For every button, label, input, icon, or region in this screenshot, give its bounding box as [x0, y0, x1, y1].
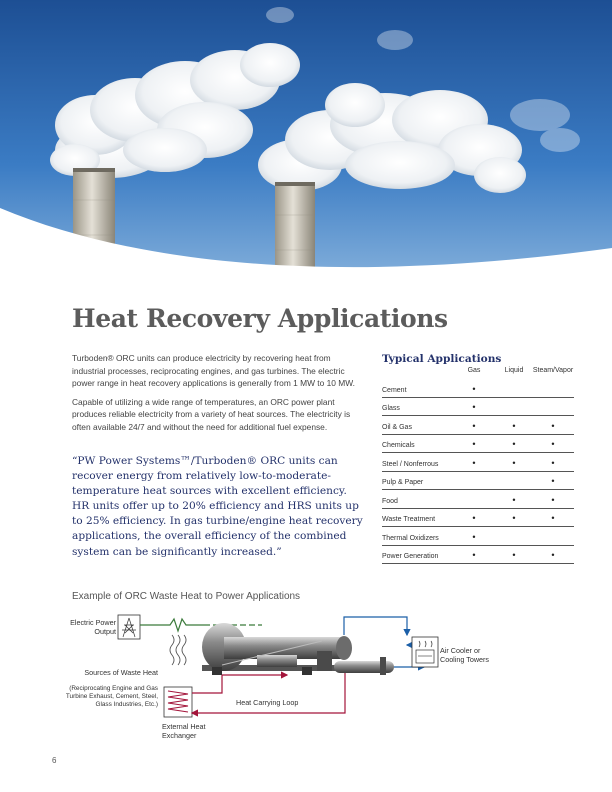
sources-detail-label: (Reciprocating Engine and Gas Turbine Exhaust, Cement, Steel, Glass Industries, Etc.) [65, 685, 158, 708]
table-row [382, 546, 574, 565]
application-label: Chemicals [382, 442, 415, 449]
orc-unit-machine [202, 623, 394, 675]
application-label: Power Generation [382, 553, 439, 560]
heat-exchanger-icon [164, 687, 192, 717]
typical-applications-table [382, 353, 574, 564]
electric-output-label: Electric Power Output [70, 618, 116, 636]
column-steam-vapor: Steam/Vapor [532, 367, 574, 374]
application-label: Oil & Gas [382, 423, 412, 431]
application-dot: • [512, 457, 516, 468]
table-row [382, 490, 574, 509]
table-row [382, 435, 574, 454]
application-label: Food [382, 497, 398, 505]
table-row [382, 379, 574, 398]
table-row [382, 509, 574, 528]
application-dot: • [512, 439, 516, 449]
application-dot: • [551, 457, 555, 468]
application-label: Pulp & Paper [382, 479, 424, 486]
hot-loop-supply [192, 675, 287, 693]
application-label: Thermal Oxidizers [382, 534, 439, 542]
table-row [382, 453, 574, 472]
hero-image [0, 0, 612, 300]
application-dot: • [551, 494, 555, 505]
orc-diagram [62, 605, 562, 745]
application-dot: • [512, 513, 516, 523]
applications-header [382, 367, 574, 379]
power-output-line [140, 619, 204, 631]
intro-paragraph-1: Turboden® ORC units can produce electricity by recovering heat from industrial processes, reciprocating engines, and gas turbines. The electric power range in heat recovery applications is generally from 1 MW to 10 MW. [72, 353, 356, 389]
application-dot: • [472, 457, 476, 468]
application-dot: • [472, 402, 476, 412]
exchanger-label: External Heat Exchanger [162, 722, 206, 740]
application-dot: • [472, 531, 476, 542]
sources-label: Sources of Waste Heat [84, 668, 158, 677]
application-dot: • [551, 550, 555, 560]
applications-title: Typical Applications [382, 353, 502, 365]
column-gas: Gas [467, 367, 481, 374]
application-dot: • [472, 420, 476, 431]
pull-quote: “PW Power Systems™/Turboden® ORC units can recover energy from relatively low-to-moderate-temperature heat sources with excellent efficiency. HR units offer up to 20% efficiency and HRS units up to 25% efficiency. In gas turbine/engine heat recovery applications, the overall efficiency of the combined system can be significantly increased.” [72, 455, 363, 558]
intro-text [72, 352, 362, 440]
application-dot: • [472, 439, 476, 449]
table-row [382, 472, 574, 491]
application-label: Steel / Nonferrous [382, 460, 439, 468]
intro-paragraph-2: Capable of utilizing a wide range of temperatures, an ORC power plant produces reliable electricity from a variety of heat sources. The electricity is often available 24/7 and without the need for additional fuel expense. [72, 396, 351, 432]
diagram-title: Example of ORC Waste Heat to Power Applications [72, 591, 301, 602]
cooling-towers-photo [0, 0, 612, 300]
application-dot: • [551, 439, 555, 449]
heat-loop-label: Heat Carrying Loop [236, 698, 299, 707]
table-row [382, 398, 574, 417]
applications-rows [382, 379, 574, 564]
application-dot: • [551, 513, 555, 523]
application-dot: • [472, 550, 476, 560]
table-row [382, 527, 574, 546]
transmission-tower-icon [118, 615, 140, 639]
waste-heat-waves-icon [170, 635, 186, 665]
application-dot: • [512, 550, 516, 560]
application-label: Waste Treatment [382, 516, 436, 523]
application-dot: • [551, 420, 555, 431]
application-dot: • [472, 383, 476, 394]
application-label: Cement [382, 386, 407, 394]
table-row [382, 416, 574, 435]
cooling-loop-supply [344, 617, 407, 635]
application-label: Glass [382, 405, 400, 412]
page-number: 6 [52, 756, 57, 765]
column-liquid: Liquid [504, 367, 524, 374]
page-title: Heat Recovery Applications [72, 304, 448, 333]
application-dot: • [512, 420, 516, 431]
air-cooler-icon [412, 637, 438, 667]
application-dot: • [551, 476, 555, 486]
cooler-label: Air Cooler or Cooling Towers [440, 646, 490, 664]
application-dot: • [512, 494, 516, 505]
application-dot: • [472, 513, 476, 523]
